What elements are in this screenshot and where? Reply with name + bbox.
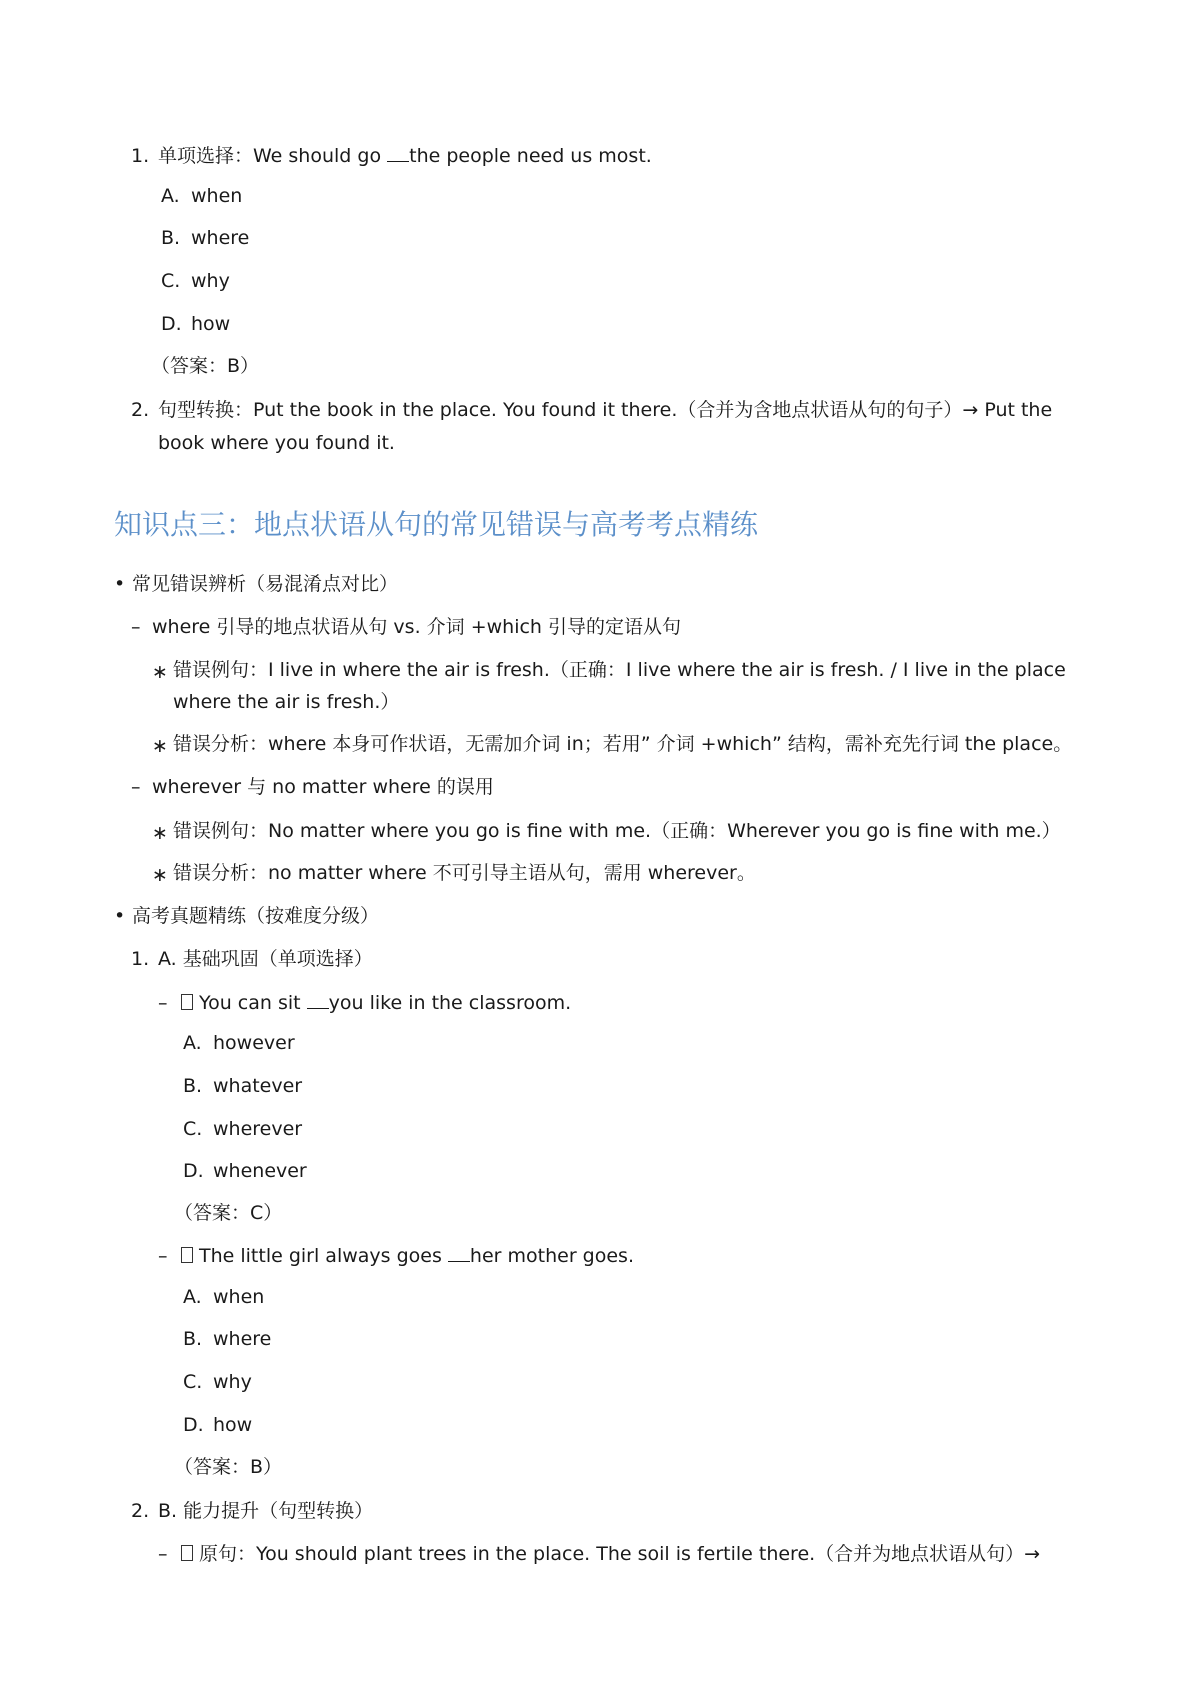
practice-a-q1-stem-end: you like in the classroom.	[328, 992, 572, 1014]
errors-sub2-dash: –	[131, 776, 141, 798]
practice-bullet: •	[114, 905, 126, 927]
errors-sub2-example-star: ∗	[152, 822, 168, 844]
q2-line-2: book where you found it.	[158, 432, 395, 454]
practice-a-q1-dash: –	[158, 992, 168, 1014]
practice-a-q1-option-d-letter: D.	[183, 1160, 204, 1182]
practice-a-q2-stem-start: The little girl always goes	[199, 1245, 448, 1267]
q1-option-d: how	[191, 313, 231, 335]
practice-a-q1-option-a-letter: A.	[183, 1032, 202, 1054]
q1-option-c-letter: C.	[161, 270, 181, 292]
practice-a-q1-stem	[181, 991, 571, 1015]
q1-blank	[387, 147, 409, 162]
practice-a-q2-option-c-letter: C.	[183, 1371, 203, 1393]
practice-b-dash: –	[158, 1543, 168, 1565]
q1-option-a: when	[191, 185, 243, 207]
q1-option-b: where	[191, 227, 250, 249]
practice-a-q1-answer: （答案：C）	[174, 1202, 283, 1224]
practice-a-q2-option-c: why	[213, 1371, 252, 1393]
q1-option-d-letter: D.	[161, 313, 182, 335]
practice-a-q1-option-a: however	[213, 1032, 295, 1054]
q2-line-1: 句型转换：Put the book in the place. You found it there.（合并为含地点状语从句的句子）→ Put the	[158, 399, 1053, 421]
practice-a-q1-option-c: wherever	[213, 1118, 303, 1140]
missing-glyph-icon	[181, 1247, 193, 1263]
practice-a-q2-option-b-letter: B.	[183, 1328, 203, 1350]
q1-option-c: why	[191, 270, 230, 292]
errors-sub2-analysis: 错误分析：no matter where 不可引导主语从句，需用 wherever。	[173, 862, 756, 884]
q1-option-b-letter: B.	[161, 227, 181, 249]
practice-a-q2-option-b: where	[213, 1328, 272, 1350]
practice-a-q1-stem-start: You can sit	[199, 992, 307, 1014]
practice-a-number: 1.	[131, 948, 150, 970]
practice-a-q2-option-a: when	[213, 1286, 265, 1308]
q2-number: 2.	[131, 399, 150, 421]
errors-bullet: •	[114, 573, 126, 595]
q1-option-a-letter: A.	[161, 185, 180, 207]
practice-b-number: 2.	[131, 1500, 150, 1522]
practice-a-q1-blank	[307, 994, 329, 1009]
practice-a-q1-option-b: whatever	[213, 1075, 303, 1097]
missing-glyph-icon	[181, 994, 193, 1010]
errors-sub1-title: where 引导的地点状语从句 vs. 介词 +which 引导的定语从句	[152, 616, 682, 638]
section-heading: 知识点三：地点状语从句的常见错误与高考考点精练	[114, 508, 759, 541]
q1-stem-end: the people need us most.	[409, 145, 652, 167]
practice-a-q2-option-a-letter: A.	[183, 1286, 202, 1308]
errors-sub1-dash: –	[131, 616, 141, 638]
practice-b-sentence-text: 原句：You should plant trees in the place. The soil is fertile there.（合并为地点状语从句）→	[199, 1543, 1041, 1565]
errors-sub1-example-line-1: 错误例句：I live in where the air is fresh.（正确：I live where the air is fresh. / I live in the place	[173, 659, 1066, 681]
practice-a-title: A. 基础巩固（单项选择）	[158, 948, 373, 970]
errors-sub1-analysis: 错误分析：where 本身可作状语，无需加介词 in；若用” 介词 +which” 结构，需补充先行词 the place。	[173, 733, 1073, 755]
errors-sub2-example: 错误例句：No matter where you go is fine with me.（正确：Wherever you go is fine with me.）	[173, 820, 1061, 842]
q1-number: 1.	[131, 145, 150, 167]
q1-stem-start: 单项选择：We should go	[158, 145, 388, 167]
errors-sub2-analysis-star: ∗	[152, 864, 168, 886]
errors-sub2-title: wherever 与 no matter where 的误用	[152, 776, 494, 798]
practice-a-q1-option-c-letter: C.	[183, 1118, 203, 1140]
practice-b-sentence	[181, 1542, 1040, 1566]
practice-a-q2-blank	[448, 1247, 470, 1262]
practice-a-q2-stem	[181, 1244, 634, 1268]
practice-a-q2-answer: （答案：B）	[174, 1456, 283, 1478]
practice-a-q1-option-d: whenever	[213, 1160, 307, 1182]
errors-sub1-analysis-star: ∗	[152, 735, 168, 757]
q1-answer: （答案：B）	[151, 355, 260, 377]
errors-title: 常见错误辨析（易混淆点对比）	[132, 573, 399, 595]
practice-a-q2-dash: –	[158, 1245, 168, 1267]
errors-sub1-example-line-2: where the air is fresh.）	[173, 691, 400, 713]
practice-title: 高考真题精练（按难度分级）	[132, 905, 380, 927]
missing-glyph-icon	[181, 1545, 193, 1561]
errors-sub1-example-star: ∗	[152, 661, 168, 683]
q1-stem	[158, 144, 652, 168]
practice-a-q1-option-b-letter: B.	[183, 1075, 203, 1097]
practice-a-q2-stem-end: her mother goes.	[469, 1245, 634, 1267]
practice-a-q2-option-d-letter: D.	[183, 1414, 204, 1436]
practice-a-q2-option-d: how	[213, 1414, 253, 1436]
practice-b-title: B. 能力提升（句型转换）	[158, 1500, 374, 1522]
